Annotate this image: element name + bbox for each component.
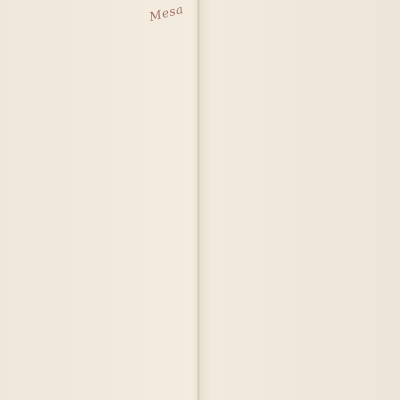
page-fold [197, 0, 200, 400]
handwritten-annotation: Mesa [147, 2, 185, 24]
